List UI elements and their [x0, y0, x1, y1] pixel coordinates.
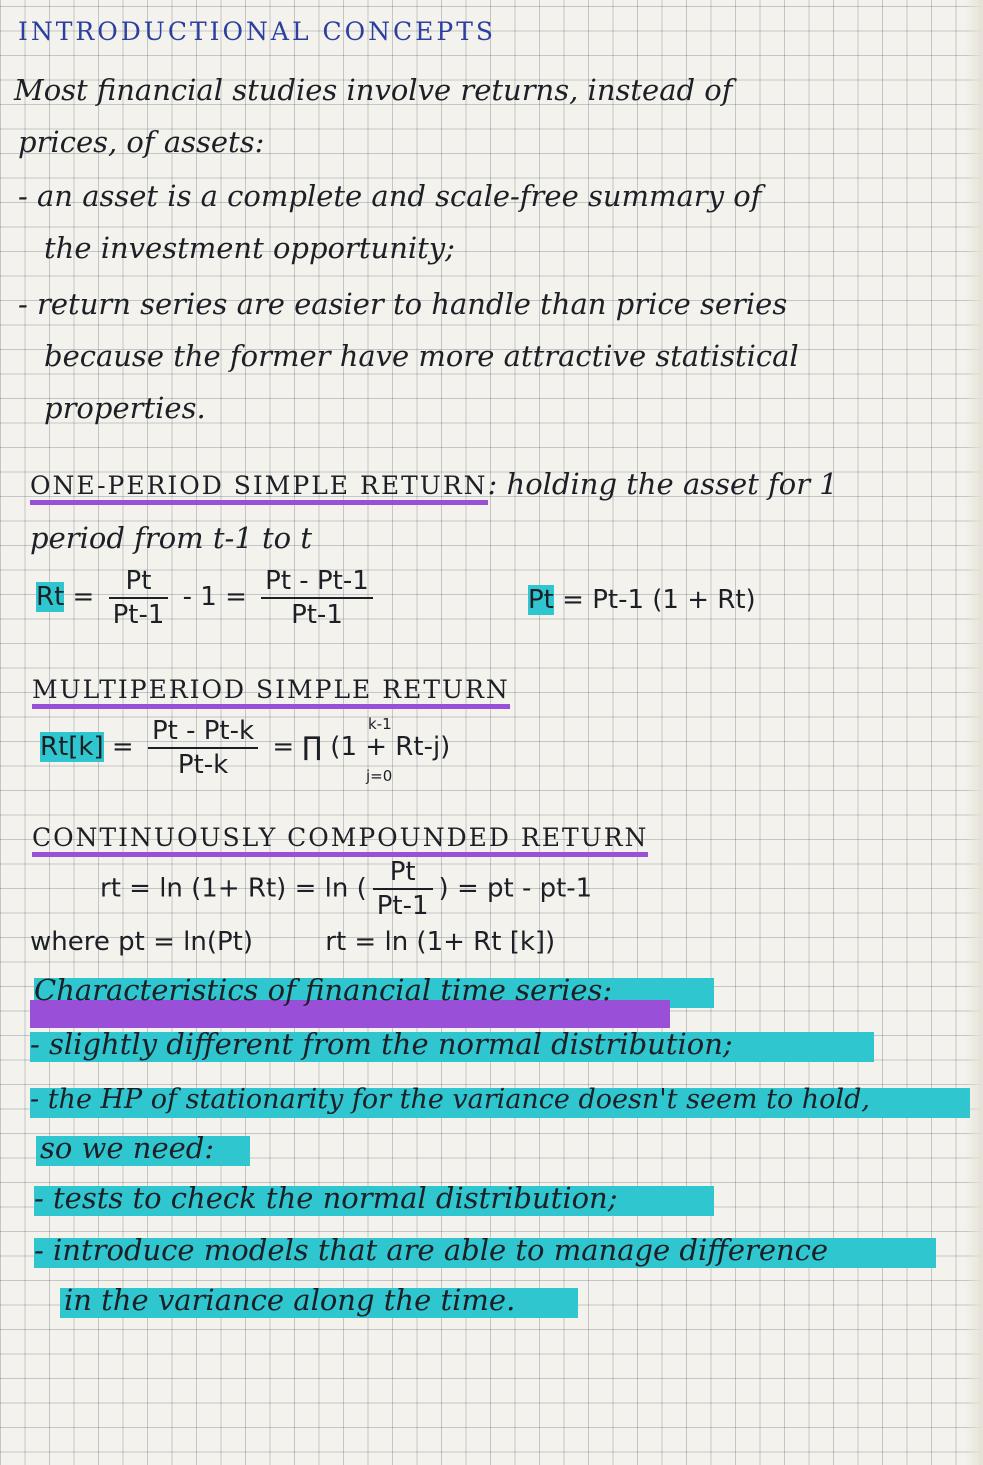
fraction-denominator: Pt-1 — [112, 599, 165, 630]
fraction-denominator: Pt-k — [177, 749, 229, 780]
continuous-line — [32, 818, 648, 854]
continuous-formula-start: rt = ln (1+ Rt) = ln ( — [100, 873, 367, 904]
multi-log-return: rt = ln (1+ Rt [k]) — [325, 927, 556, 957]
characteristic-item-2: - the HP of stationarity for the variance doesn't seem to hold, — [30, 1084, 870, 1115]
characteristics-heading: Characteristics of financial time series: — [34, 973, 613, 1007]
product-upper-limit: k-1 — [368, 715, 392, 733]
one-period-description: : holding the asset for 1 — [487, 467, 838, 501]
multi-period-line — [32, 670, 510, 706]
fraction-numerator: Pt - Pt-1 — [261, 565, 373, 599]
characteristic-item-6: in the variance along the time. — [64, 1283, 516, 1317]
fraction-denominator: Pt-1 — [376, 891, 429, 921]
rtk-symbol: Rt[k] — [40, 732, 104, 762]
fraction-multi — [148, 715, 258, 781]
intro-line-3: - an asset is a complete and scale-free summary of — [18, 179, 762, 213]
characteristic-item-5: - introduce models that are able to manage difference — [34, 1233, 829, 1267]
characteristic-item-1: - slightly different from the normal distribution; — [30, 1027, 733, 1061]
continuous-formula-1 — [100, 856, 592, 922]
fraction-numerator: Pt — [373, 856, 433, 890]
rt-symbol: Rt — [36, 582, 65, 612]
fraction-denominator: Pt-1 — [291, 599, 343, 630]
one-period-description-2: period from t-1 to t — [30, 521, 312, 555]
fraction-numerator: Pt — [109, 565, 169, 599]
fraction-log-ratio — [373, 856, 433, 922]
one-period-line — [30, 466, 838, 502]
continuous-formula-2 — [30, 924, 555, 960]
fraction-pt-over-pt1 — [109, 565, 169, 631]
intro-line-1: Most financial studies involve returns, instead of — [14, 73, 733, 107]
continuous-formula-end: ) = pt - pt-1 — [438, 873, 593, 904]
intro-line-2: prices, of assets: — [18, 125, 265, 159]
page-title: INTRODUCTIONAL CONCEPTS — [18, 17, 497, 46]
product-lower-limit: j=0 — [366, 767, 393, 785]
one-period-heading: ONE-PERIOD SIMPLE RETURN — [30, 471, 488, 505]
continuous-heading: CONTINUOUSLY COMPOUNDED RETURN — [32, 823, 648, 857]
characteristic-item-4: - tests to check the normal distribution; — [34, 1181, 618, 1215]
equals-sign: = — [72, 582, 95, 612]
fraction-numerator: Pt - Pt-k — [148, 715, 258, 749]
intro-line-7: properties. — [44, 391, 206, 425]
multi-period-heading: MULTIPERIOD SIMPLE RETURN — [32, 675, 510, 709]
price-formula-rhs: = Pt-1 (1 + Rt) — [562, 585, 756, 615]
intro-line-5: - return series are easier to handle than price series — [18, 287, 788, 321]
equals-sign: = — [111, 732, 134, 762]
price-formula — [528, 582, 756, 618]
intro-line-4: the investment opportunity; — [44, 231, 455, 265]
page-edge-shadow — [965, 0, 983, 1465]
product-expression: = ∏ (1 + Rt-j) — [272, 732, 451, 762]
minus-one: - 1 = — [182, 582, 247, 612]
intro-line-6: because the former have more attractive statistical — [44, 339, 799, 373]
fraction-difference — [261, 565, 373, 631]
one-period-formula — [36, 562, 379, 632]
log-price-definition: where pt = ln(Pt) — [30, 927, 253, 957]
pt-symbol: Pt — [528, 585, 554, 615]
characteristic-item-3: so we need: — [40, 1131, 215, 1165]
